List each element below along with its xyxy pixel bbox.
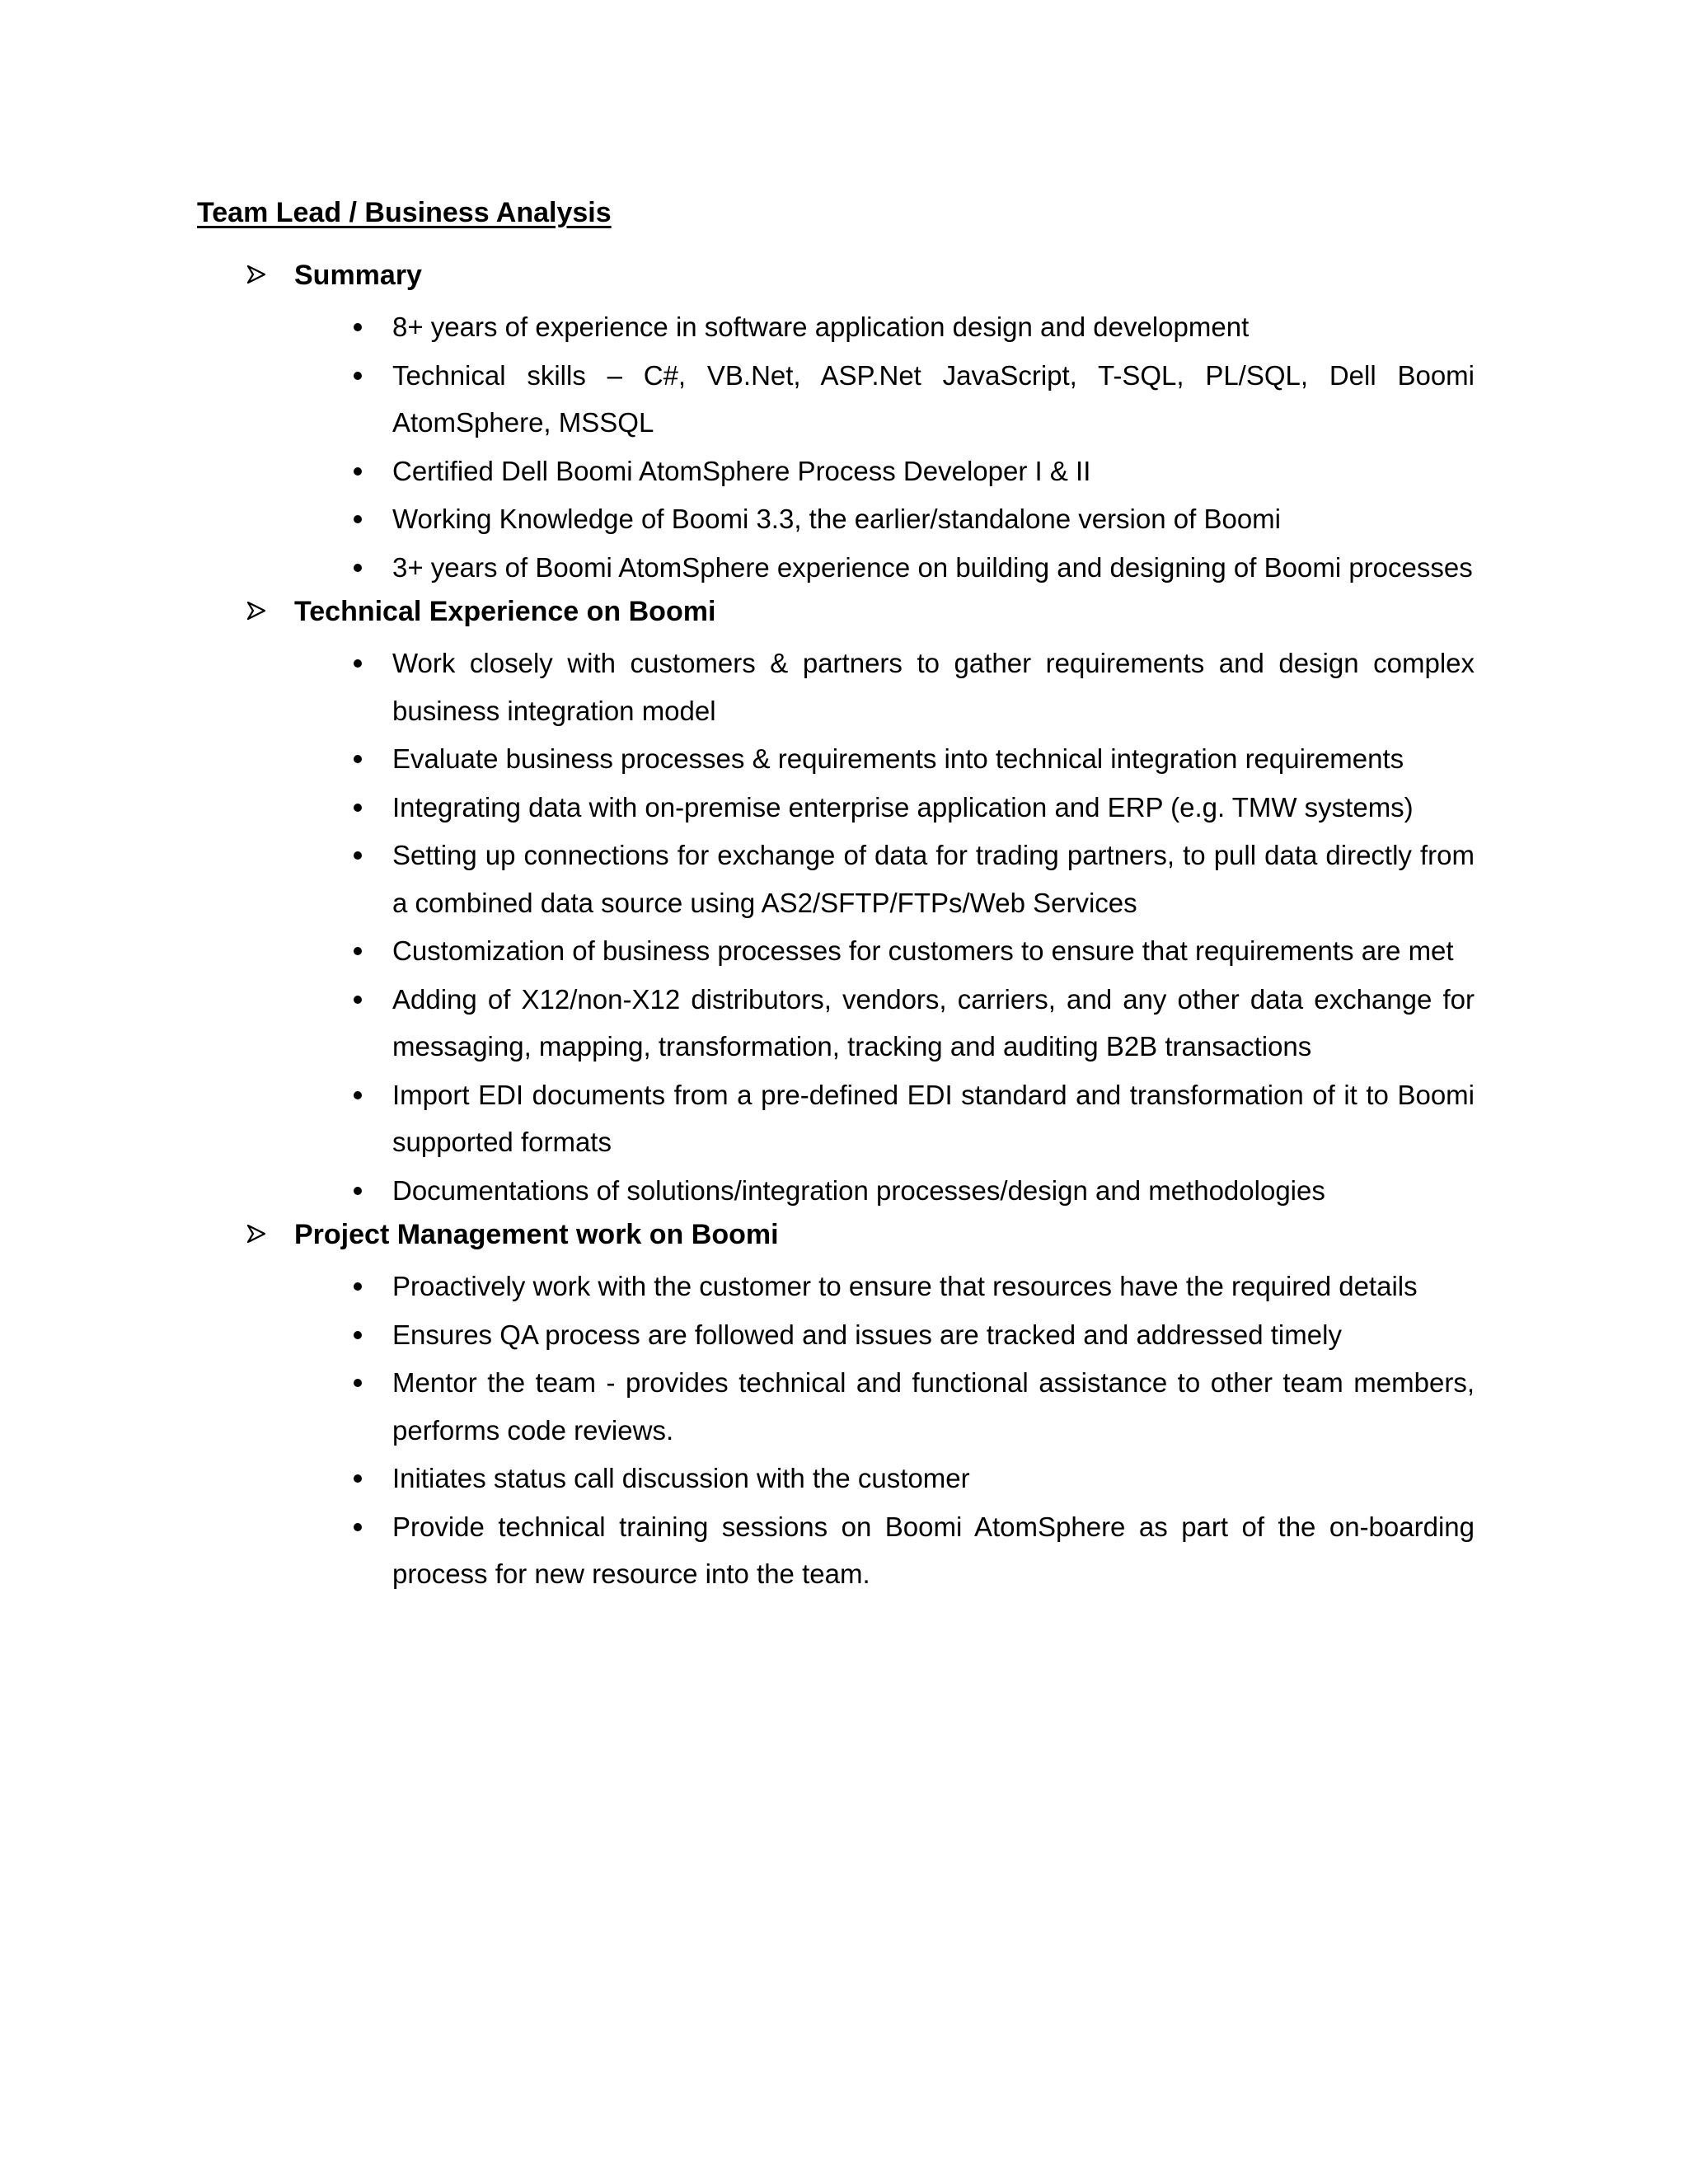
bullet-dot-icon: [354, 1187, 362, 1195]
bullet-dot-icon: [354, 515, 362, 523]
list-item-text: Customization of business processes for customers to ensure that requirements are met: [392, 935, 1454, 966]
bullet-list: [0, 1263, 1688, 1598]
bullet-dot-icon: [354, 755, 362, 763]
bullet-dot-icon: [354, 1474, 362, 1483]
bullet-dot-icon: [354, 323, 362, 331]
list-item-text: Initiates status call discussion with the customer: [392, 1463, 970, 1493]
bullet-dot-icon: [354, 372, 362, 380]
arrowhead-bullet-icon: [247, 592, 269, 631]
section-project-management: [0, 1215, 1688, 1598]
list-item: [392, 303, 1475, 351]
document-body: [0, 255, 1688, 1599]
bullet-dot-icon: [354, 1282, 362, 1291]
bullet-dot-icon: [354, 1523, 362, 1531]
list-item: [392, 1503, 1475, 1598]
list-item: [392, 352, 1475, 447]
arrowhead-bullet-icon: [247, 1215, 269, 1254]
arrowhead-bullet-icon: [247, 255, 269, 295]
list-item: [392, 832, 1475, 926]
section-heading: [0, 592, 1688, 640]
section-heading: [0, 255, 1688, 303]
section-heading-label: Summary: [294, 260, 422, 291]
list-item: [392, 495, 1475, 543]
list-item: [392, 1455, 1475, 1502]
list-item: [392, 640, 1475, 734]
list-item-text: Working Knowledge of Boomi 3.3, the earlier/standalone version of Boomi: [392, 504, 1281, 534]
list-item-text: Proactively work with the customer to ensure that resources have the required details: [392, 1271, 1418, 1301]
bullet-dot-icon: [354, 467, 362, 476]
list-item-text: Mentor the team - provides technical and functional assistance to other team members, performs code reviews.: [392, 1367, 1475, 1446]
list-item-text: Ensures QA process are followed and issues are tracked and addressed timely: [392, 1319, 1342, 1350]
section-heading-label: Project Management work on Boomi: [294, 1219, 779, 1250]
list-item: [392, 544, 1475, 592]
list-item: [392, 1359, 1475, 1454]
bullet-dot-icon: [354, 1379, 362, 1387]
section-summary: [0, 255, 1688, 591]
list-item: [392, 784, 1475, 832]
list-item: [392, 1311, 1475, 1359]
list-item-text: 3+ years of Boomi AtomSphere experience on building and designing of Boomi processes: [392, 551, 1473, 583]
list-item: [392, 1071, 1475, 1166]
bullet-dot-icon: [354, 851, 362, 860]
list-item-text: Adding of X12/non-X12 distributors, vendors, carriers, and any other data exchange for messaging, mapping, transformation, tracking and auditing B2B transactions: [392, 983, 1475, 1062]
list-item: [392, 976, 1475, 1071]
list-item: [392, 1167, 1475, 1215]
list-item-text: Evaluate business processes & requirements into technical integration requirements: [392, 743, 1404, 774]
section-technical-experience: [0, 592, 1688, 1214]
list-item: [392, 927, 1475, 975]
bullet-dot-icon: [354, 1331, 362, 1339]
bullet-list: [0, 303, 1688, 591]
bullet-dot-icon: [354, 947, 362, 955]
list-item: [392, 735, 1475, 783]
bullet-dot-icon: [354, 1091, 362, 1099]
section-heading: [0, 1215, 1688, 1263]
bullet-dot-icon: [354, 564, 362, 572]
list-item-text: Integrating data with on-premise enterprise application and ERP (e.g. TMW systems): [392, 791, 1414, 823]
bullet-dot-icon: [354, 659, 362, 668]
bullet-list: [0, 640, 1688, 1214]
list-item-text: Certified Dell Boomi AtomSphere Process Developer I & II: [392, 455, 1091, 486]
section-heading-label: Technical Experience on Boomi: [294, 596, 716, 627]
list-item-text: Import EDI documents from a pre-defined EDI standard and transformation of it to Boomi supported formats: [392, 1079, 1475, 1157]
list-item: [392, 1263, 1475, 1310]
list-item-text: Documentations of solutions/integration processes/design and methodologies: [392, 1174, 1325, 1206]
list-item-text: Technical skills – C#, VB.Net, ASP.Net JavaScript, T-SQL, PL/SQL, Dell Boomi AtomSphere, MSSQL: [392, 359, 1475, 438]
bullet-dot-icon: [354, 996, 362, 1004]
list-item: [392, 448, 1475, 495]
list-item-text: Setting up connections for exchange of data for trading partners, to pull data directly from a combined data source using AS2/SFTP/FTPs/Web Services: [392, 840, 1475, 918]
bullet-dot-icon: [354, 804, 362, 812]
list-item-text: 8+ years of experience in software application design and development: [392, 312, 1250, 342]
list-item-text: Work closely with customers & partners to gather requirements and design complex business integration model: [392, 648, 1475, 726]
list-item-text: Provide technical training sessions on Boomi AtomSphere as part of the on-boarding process for new resource into the team.: [392, 1511, 1475, 1589]
document-title: Team Lead / Business Analysis: [197, 197, 612, 228]
